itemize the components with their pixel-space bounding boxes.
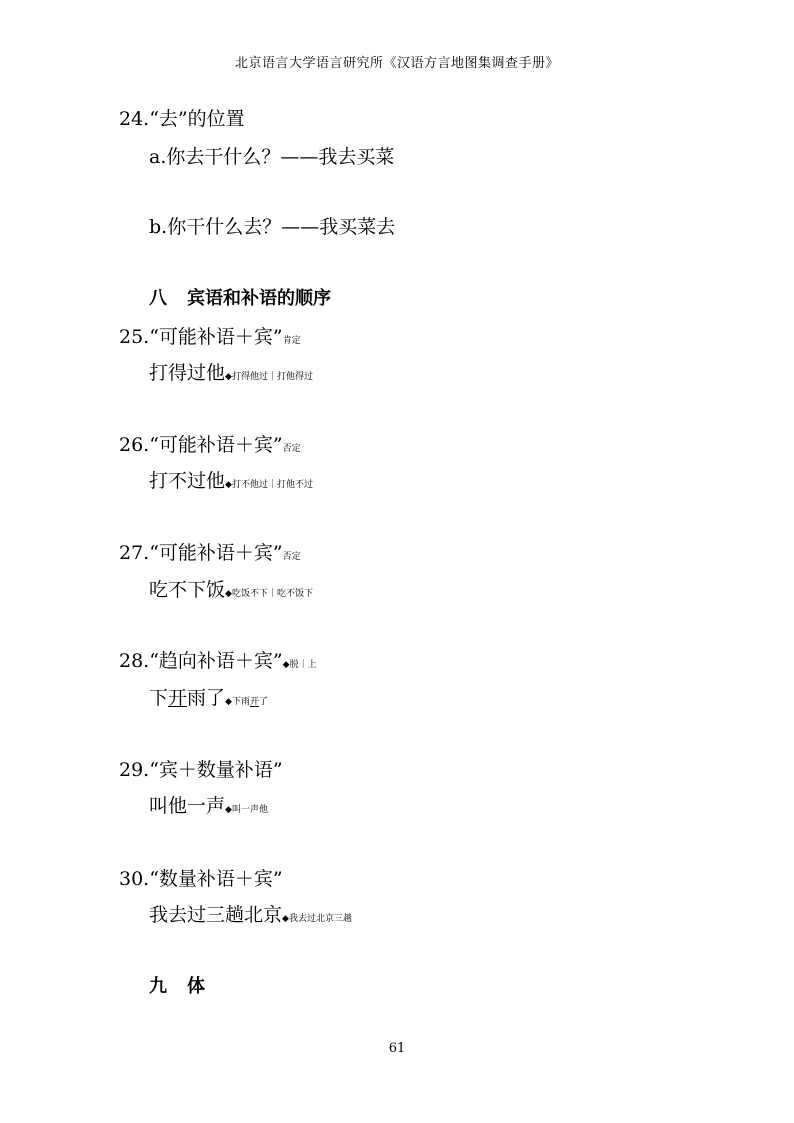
item-28-variants-post: 了	[259, 697, 269, 707]
item-25-title-line	[119, 325, 301, 353]
section-8-title: 宾语和补语的顺序	[187, 288, 331, 309]
item-26-example: 打不过他	[149, 470, 226, 492]
item-27-variants: 吃饭不下｜吃不饭下	[231, 589, 313, 599]
item-27-example: 吃不下饭	[149, 579, 226, 601]
item-29-title: 29.“宾＋数量补语”	[119, 759, 283, 781]
item-24-title: 24.“去”的位置	[119, 108, 245, 130]
item-27-title-line	[119, 541, 301, 569]
item-25-example: 打得过他	[149, 362, 226, 384]
section-8-number: 八	[149, 288, 167, 309]
item-25-tag: 肯定	[282, 336, 301, 346]
running-header: 北京语言大学语言研究所《汉语方言地图集调查手册》	[234, 56, 559, 71]
item-28-example-line	[149, 686, 268, 714]
item-24-example-b: b.你干什么去？——我买菜去	[149, 216, 396, 238]
item-26-variants: 打不他过｜打他不过	[231, 480, 313, 490]
diamond-icon: ◆	[225, 372, 232, 382]
item-28-tag-variants: 脱｜上	[289, 660, 317, 670]
item-30-example: 我去过三趟北京	[149, 904, 283, 926]
diamond-icon: ◆	[282, 660, 290, 670]
item-30-title: 30.“数量补语＋宾”	[119, 868, 283, 890]
diamond-icon: ◆	[225, 589, 232, 599]
item-25-example-line	[149, 361, 313, 389]
item-26-title-line	[119, 433, 301, 461]
section-8-heading	[149, 287, 331, 311]
item-27-tag: 否定	[282, 552, 301, 562]
item-30-variants: 我去过北京三趟	[288, 914, 352, 924]
section-9-number: 九	[149, 976, 167, 997]
item-27-example-line	[149, 578, 313, 606]
diamond-icon: ◆	[225, 805, 232, 815]
item-26-tag: 否定	[282, 444, 301, 454]
item-28-example-post: 雨了	[187, 687, 226, 709]
item-28-example-underlined: 开	[168, 687, 188, 709]
item-26-example-line	[149, 469, 313, 497]
section-9-heading	[149, 975, 205, 999]
section-9-title: 体	[187, 976, 205, 997]
item-28-variants-underlined: 开	[249, 697, 259, 707]
item-28-title-line	[119, 649, 317, 677]
page-number: 61	[388, 1041, 406, 1056]
diamond-icon: ◆	[225, 697, 232, 707]
item-28-variants-pre: 下雨	[231, 697, 250, 707]
item-26-title: 26.“可能补语＋宾”	[119, 434, 283, 456]
item-25-variants: 打得他过｜打他得过	[231, 372, 313, 382]
item-24-example-a: a.你去干什么？——我去买菜	[149, 146, 395, 168]
diamond-icon: ◆	[282, 914, 289, 924]
item-28-example-pre: 下	[149, 687, 169, 709]
item-27-title: 27.“可能补语＋宾”	[119, 542, 283, 564]
item-29-example: 叫他一声	[149, 795, 226, 817]
item-28-title: 28.“趋向补语＋宾”	[119, 650, 283, 672]
item-30-example-line	[149, 903, 352, 931]
item-29-variants: 叫一声他	[231, 805, 268, 815]
item-25-title: 25.“可能补语＋宾”	[119, 326, 283, 348]
item-29-example-line	[149, 794, 268, 822]
diamond-icon: ◆	[225, 480, 232, 490]
